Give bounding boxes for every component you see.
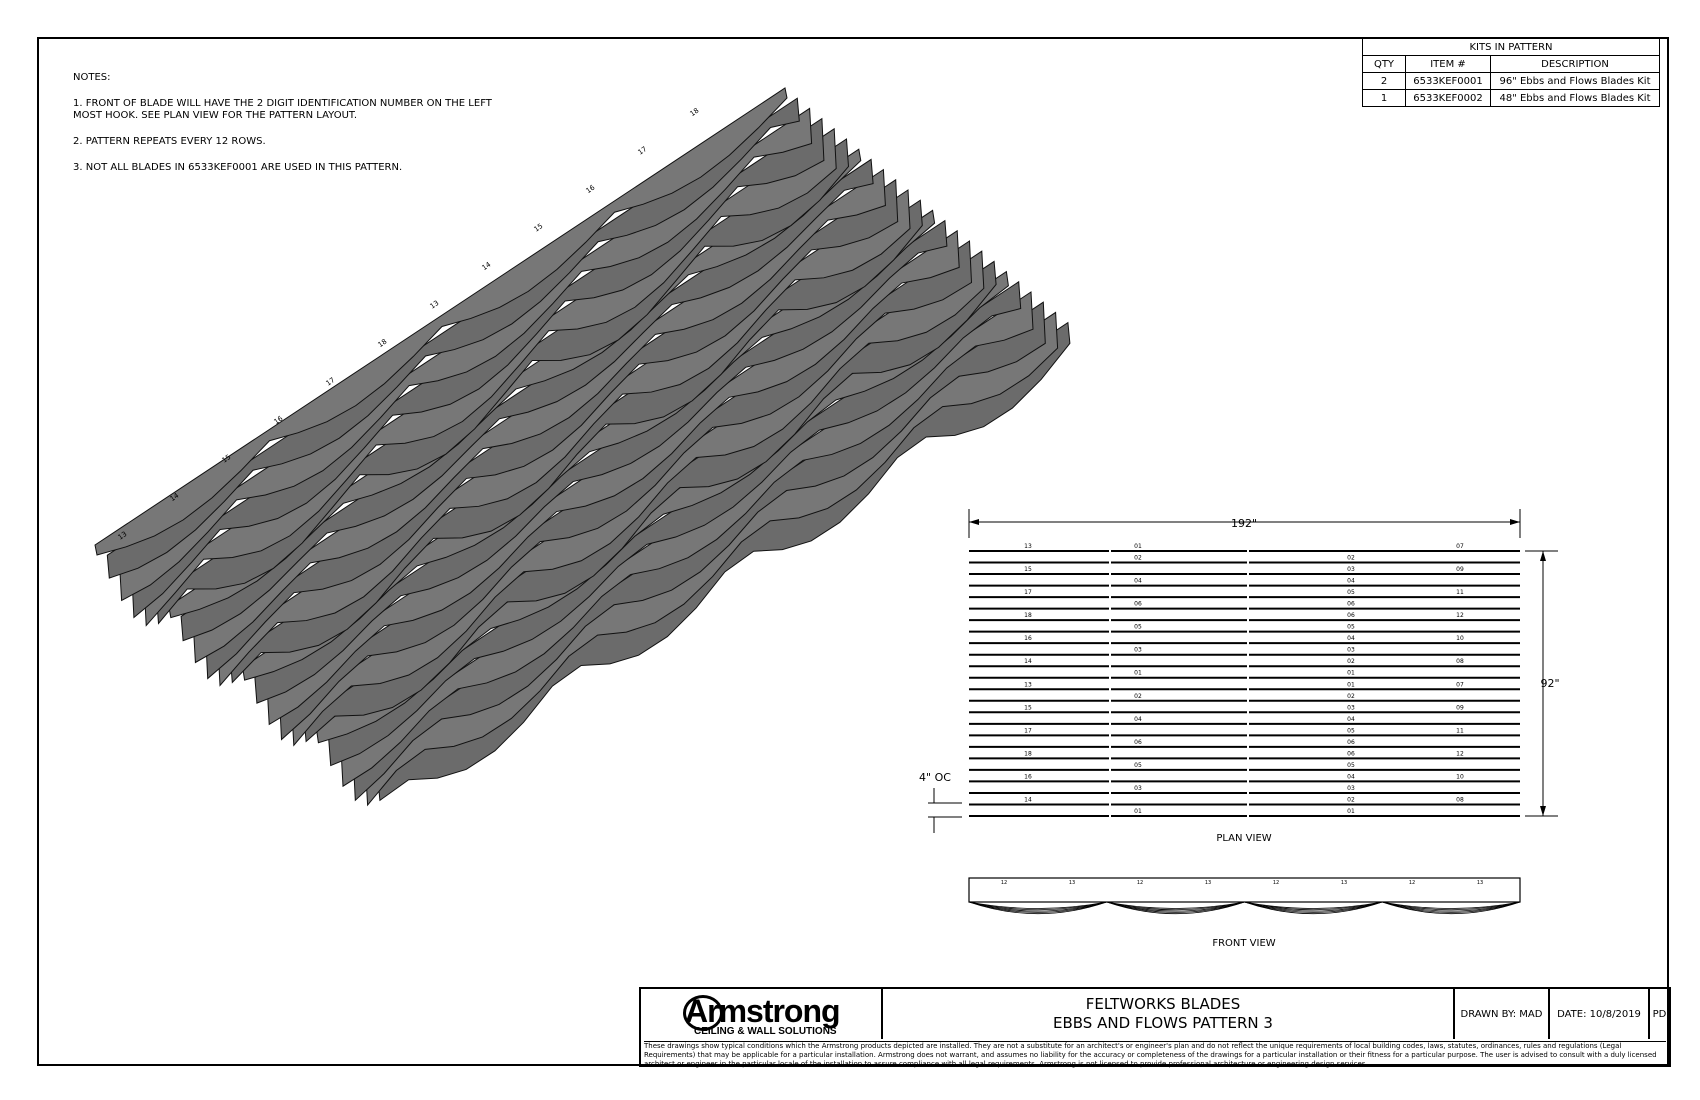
plan-width-dimension: 192" (1230, 517, 1258, 530)
plan-blade-label: 07 (1456, 543, 1464, 550)
plan-blade-label: 04 (1134, 715, 1142, 723)
plan-blade-label: 09 (1456, 566, 1464, 574)
front-blade-label: 12 (1272, 880, 1280, 886)
plan-blade-label: 09 (1456, 704, 1464, 712)
iso-blade-label: 16 (584, 183, 597, 196)
plan-blade-label: 13 (1024, 543, 1032, 550)
armstrong-logo (641, 989, 883, 1039)
plan-blade-label: 10 (1456, 773, 1464, 781)
plan-blade-label: 06 (1134, 600, 1142, 608)
kits-cell: 1 (1363, 90, 1406, 107)
plan-blade-label: 11 (1456, 589, 1464, 597)
plan-blade-label: 06 (1347, 738, 1355, 746)
front-blade-label: 12 (1136, 880, 1144, 886)
plan-blade-label: 12 (1456, 750, 1464, 758)
front-blade-label: 13 (1340, 880, 1348, 886)
iso-blade-label: 15 (532, 221, 545, 234)
plan-blade-label: 08 (1456, 796, 1464, 804)
plan-blade-label: 05 (1347, 589, 1355, 597)
plan-blade-label: 06 (1347, 612, 1355, 620)
title-line-1: FELTWORKS BLADES (1085, 995, 1241, 1013)
drawn-by: DRAWN BY: MAD (1453, 989, 1548, 1039)
plan-blade-label: 17 (1024, 589, 1032, 597)
plan-blade-label: 06 (1347, 600, 1355, 608)
plan-blade-label: 15 (1024, 566, 1032, 574)
plan-blade-label: 02 (1134, 692, 1142, 700)
front-blade-label: 12 (1000, 880, 1008, 886)
plan-blade-label: 01 (1347, 669, 1355, 677)
plan-blade-label: 03 (1347, 784, 1355, 792)
front-blade-curve (1107, 902, 1245, 914)
title-block (639, 987, 1671, 1067)
drawing-date: DATE: 10/8/2019 (1548, 989, 1648, 1039)
plan-blade-label: 04 (1347, 577, 1355, 585)
plan-blade-label: 02 (1347, 554, 1355, 562)
kits-header-qty: QTY (1363, 56, 1406, 73)
kits-cell: 96" Ebbs and Flows Blades Kit (1491, 73, 1660, 90)
plan-blade-label: 16 (1024, 635, 1032, 643)
front-blade-curve (1245, 902, 1383, 914)
plan-blade-label: 12 (1456, 612, 1464, 620)
plan-blade-label: 14 (1024, 658, 1032, 666)
plan-blade-label: 02 (1134, 554, 1142, 562)
drawing-code: PD (1648, 989, 1669, 1039)
plan-blade-label: 05 (1134, 623, 1142, 631)
front-view-label: FRONT VIEW (1212, 938, 1276, 949)
front-blade-label: 13 (1068, 880, 1076, 886)
title-line-2: EBBS AND FLOWS PATTERN 3 (1053, 1014, 1273, 1032)
plan-blade-label: 10 (1456, 635, 1464, 643)
kits-header-description: DESCRIPTION (1491, 56, 1660, 73)
plan-blade-label: 02 (1347, 796, 1355, 804)
front-view-frame (969, 878, 1520, 902)
iso-blade-label: 17 (636, 144, 649, 157)
plan-blade-label: 08 (1456, 658, 1464, 666)
iso-blade-label: 13 (116, 529, 129, 542)
plan-blade-label: 01 (1347, 681, 1355, 689)
iso-blade-label: 14 (480, 260, 493, 273)
plan-blade-label: 13 (1024, 681, 1032, 689)
plan-blade-label: 14 (1024, 796, 1032, 804)
plan-blade-label: 15 (1024, 704, 1032, 712)
plan-blade-label: 05 (1134, 761, 1142, 769)
plan-blade-label: 03 (1134, 784, 1142, 792)
plan-blade-label: 05 (1347, 727, 1355, 735)
plan-blade-label: 11 (1456, 727, 1464, 735)
plan-blade-label: 04 (1347, 635, 1355, 643)
plan-blade-label: 04 (1347, 773, 1355, 781)
plan-oc-dimension: 4" OC (919, 771, 951, 784)
plan-blade-label: 17 (1024, 727, 1032, 735)
note-1: 1. FRONT OF BLADE WILL HAVE THE 2 DIGIT IDENTIFICATION NUMBER ON THE LEFT MOST HOOK. SEE PLAN VIEW FOR THE PATTERN LAYOUT. (73, 98, 492, 121)
plan-blade-label: 03 (1134, 646, 1142, 654)
plan-blade-label: 03 (1347, 566, 1355, 574)
plan-blade-label: 06 (1347, 750, 1355, 758)
plan-blade-label: 03 (1347, 704, 1355, 712)
plan-blade-label: 06 (1134, 738, 1142, 746)
iso-blade-label: 13 (428, 298, 441, 311)
plan-blade-label: 03 (1347, 646, 1355, 654)
plan-blade-label: 01 (1347, 808, 1355, 815)
plan-blade-label: 16 (1024, 773, 1032, 781)
plan-blade-label: 01 (1134, 669, 1142, 677)
iso-blade-label: 16 (272, 414, 285, 427)
plan-blade-label: 18 (1024, 750, 1032, 758)
plan-blade-label: 07 (1456, 681, 1464, 689)
kits-cell: 6533KEF0002 (1406, 90, 1491, 107)
plan-blade-label: 02 (1347, 692, 1355, 700)
plan-blade-label: 18 (1024, 612, 1032, 620)
front-blade-label: 12 (1408, 880, 1416, 886)
note-3: 3. NOT ALL BLADES IN 6533KEF0001 ARE USED IN THIS PATTERN. (73, 162, 403, 173)
disclaimer-text: These drawings show typical conditions which the Armstrong products depicted are installed. They are not a substitute for an architect's or engineer's plan and do not reflect the unique requirements of local building codes, laws, statutes, ordinances, rules and regulations (Legal Requirements) that may be applicable for a particular installation. Armstrong does not warrant, and assumes no liability for the accuracy or completeness of the drawings for a particular installation or their fitness for a particular purpose. The user is advised to consult with a duly licensed architect or engineer in the particular locale of the installation to assure compliance with all legal requirements. Armstrong is not licensed to provide professional architecture or engineering design services. (644, 1041, 1666, 1069)
plan-blade-label: 01 (1134, 808, 1142, 815)
logo-subtitle: CEILING & WALL SOLUTIONS (694, 1026, 837, 1037)
plan-blade-label: 02 (1347, 658, 1355, 666)
note-2: 2. PATTERN REPEATS EVERY 12 ROWS. (73, 136, 266, 147)
plan-height-dimension: 92" (1540, 677, 1560, 690)
front-blade-curve (1382, 902, 1520, 914)
iso-blade-label: 17 (324, 375, 337, 388)
plan-blade-label: 05 (1347, 623, 1355, 631)
iso-blade-label: 14 (168, 491, 181, 504)
front-blade-label: 13 (1476, 880, 1484, 886)
plan-blade-label: 01 (1134, 543, 1142, 550)
kits-title: KITS IN PATTERN (1363, 39, 1660, 56)
logo-wordmark: Armstrong (685, 993, 840, 1029)
iso-blade-label: 18 (376, 337, 389, 350)
front-blade-curve (969, 902, 1107, 914)
kits-header-item: ITEM # (1406, 56, 1491, 73)
plan-blade-label: 04 (1347, 715, 1355, 723)
plan-blade-label: 05 (1347, 761, 1355, 769)
plan-view-label: PLAN VIEW (1216, 833, 1272, 844)
iso-blade-label: 15 (220, 452, 233, 465)
notes-heading: NOTES: (73, 72, 111, 83)
front-blade-label: 13 (1204, 880, 1212, 886)
kits-cell: 2 (1363, 73, 1406, 90)
plan-blade-label: 04 (1134, 577, 1142, 585)
kits-cell: 6533KEF0001 (1406, 73, 1491, 90)
kits-cell: 48" Ebbs and Flows Blades Kit (1491, 90, 1660, 107)
drawing-title (883, 989, 1443, 1039)
iso-blade-label: 18 (688, 106, 701, 119)
